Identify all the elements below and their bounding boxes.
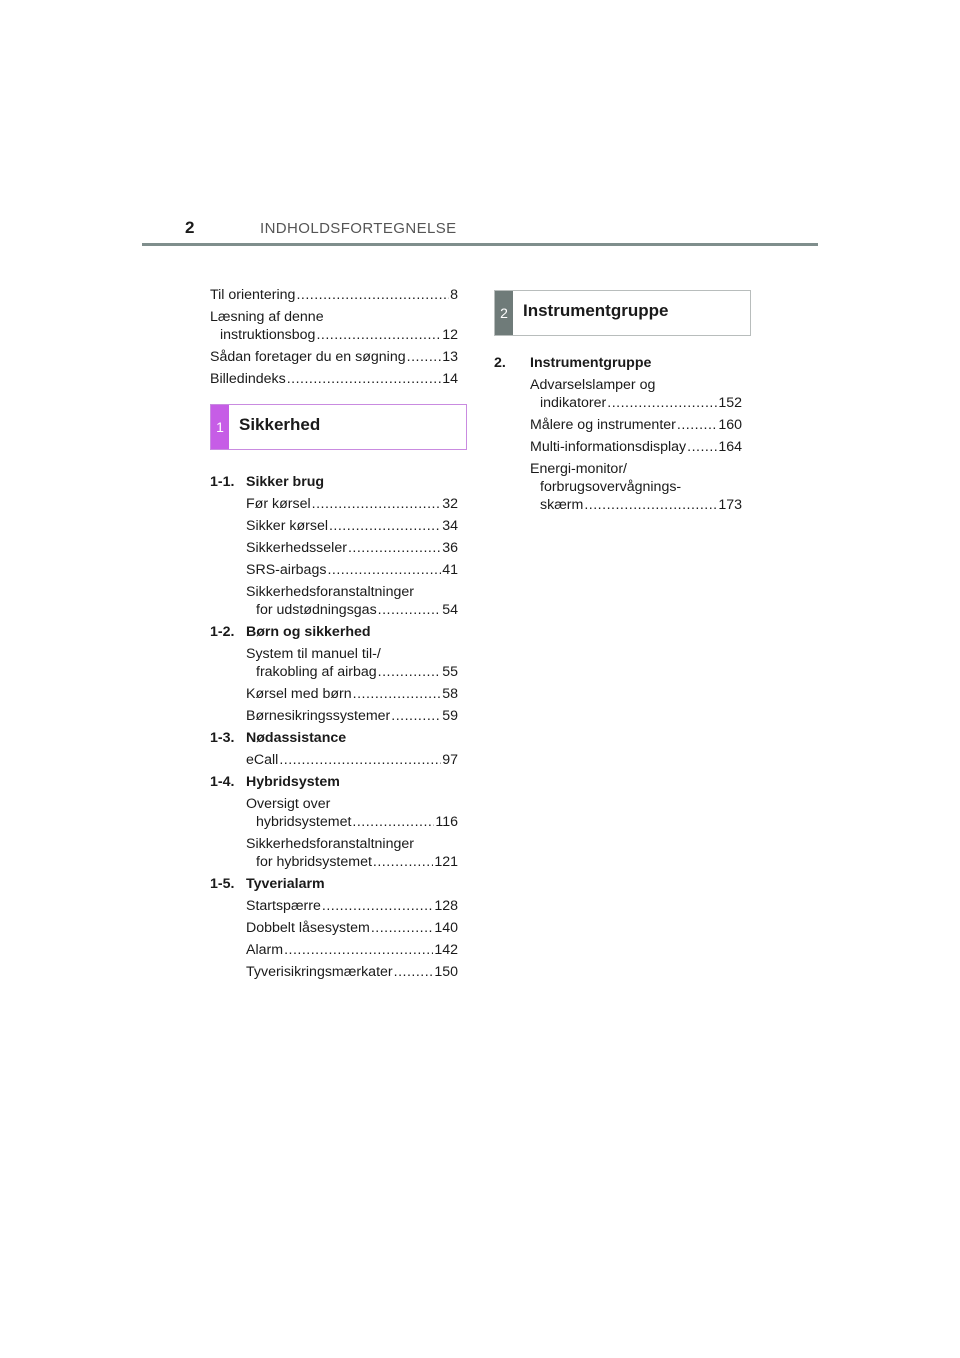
toc-entry[interactable]	[210, 370, 458, 388]
leader-dots	[378, 601, 442, 619]
toc-entry-line	[210, 326, 458, 344]
section-header-instrumentgruppe[interactable]	[494, 290, 751, 336]
section-tab: 1	[211, 405, 229, 449]
group-number: 1-1.	[210, 474, 235, 490]
toc-entry-line	[210, 286, 458, 304]
section1-groups	[210, 473, 458, 981]
toc-entry-line	[210, 348, 458, 366]
group-title: Nødassistance	[246, 730, 347, 746]
leader-dots	[378, 663, 442, 681]
toc-page-number: 152	[718, 395, 742, 411]
toc-entry[interactable]	[530, 376, 742, 412]
toc-page-number: 150	[434, 964, 458, 980]
toc-entry-line	[246, 517, 458, 535]
toc-entry-line	[246, 751, 458, 769]
toc-entry-line	[246, 897, 458, 915]
leader-dots	[391, 707, 441, 725]
toc-entry[interactable]	[210, 308, 458, 344]
toc-entry-text: skærm	[540, 497, 584, 513]
toc-entry-line	[246, 663, 458, 681]
header-title: INDHOLDSFORTEGNELSE	[260, 220, 457, 237]
toc-entry-text: Sikkerhedsforanstaltninger	[246, 584, 414, 600]
toc-entry-line	[246, 963, 458, 981]
group-title: Sikker brug	[246, 474, 325, 490]
toc-group	[210, 875, 458, 981]
toc-entry-line	[246, 583, 458, 601]
toc-entry-line	[530, 478, 742, 496]
leader-dots	[353, 685, 442, 703]
toc-entry[interactable]	[246, 707, 458, 725]
toc-entry-text: hybridsystemet	[256, 814, 352, 830]
toc-page-number: 55	[442, 664, 458, 680]
toc-entry-text: for hybridsystemet	[256, 854, 372, 870]
toc-page-number: 59	[442, 708, 458, 724]
toc-entry[interactable]	[246, 751, 458, 769]
toc-entry[interactable]	[246, 495, 458, 513]
toc-entry-text: Alarm	[246, 942, 284, 958]
toc-group-heading[interactable]	[210, 729, 458, 747]
section2-groups	[494, 354, 742, 514]
group-number: 1-5.	[210, 876, 235, 892]
toc-entry-line	[210, 308, 458, 326]
leader-dots	[279, 751, 441, 769]
toc-entry[interactable]	[246, 835, 458, 871]
toc-entry-text: Energi-monitor/	[530, 461, 627, 477]
toc-entry[interactable]	[246, 897, 458, 915]
group-items	[210, 751, 458, 769]
leader-dots	[407, 348, 442, 366]
toc-group	[210, 623, 458, 725]
toc-page-number: 164	[718, 439, 742, 455]
intro-list	[210, 286, 458, 388]
toc-page-number: 32	[442, 496, 458, 512]
toc-page-number: 34	[442, 518, 458, 534]
group-number: 2.	[494, 355, 506, 371]
toc-page-number: 121	[434, 854, 458, 870]
toc-entry-line	[246, 853, 458, 871]
toc-entry-text: instruktionsbog	[220, 327, 316, 343]
toc-entry-line	[246, 645, 458, 663]
toc-entry-line	[246, 941, 458, 959]
toc-right-column	[494, 290, 742, 518]
toc-group	[210, 473, 458, 619]
toc-group-heading[interactable]	[210, 875, 458, 893]
leader-dots	[687, 438, 717, 456]
section-title: Instrumentgruppe	[523, 301, 669, 320]
toc-entry[interactable]	[210, 348, 458, 366]
toc-entry-line	[530, 394, 742, 412]
toc-page-number: 12	[442, 327, 458, 343]
toc-page-number: 140	[434, 920, 458, 936]
toc-page-number: 116	[435, 814, 458, 830]
toc-entry-line	[246, 919, 458, 937]
section-header-sikkerhed[interactable]	[210, 404, 467, 450]
toc-entry-line	[530, 376, 742, 394]
toc-entry-line	[246, 685, 458, 703]
toc-entry-line	[246, 835, 458, 853]
toc-page-number: 58	[442, 686, 458, 702]
toc-group-heading[interactable]	[210, 473, 458, 491]
toc-entry[interactable]	[246, 561, 458, 579]
leader-dots	[373, 853, 433, 871]
group-number: 1-2.	[210, 624, 235, 640]
toc-entry[interactable]	[246, 645, 458, 681]
toc-entry-text: indikatorer	[540, 395, 607, 411]
toc-group	[494, 354, 742, 514]
toc-entry[interactable]	[530, 438, 742, 456]
toc-entry[interactable]	[246, 795, 458, 831]
toc-entry-line	[530, 416, 742, 434]
toc-page-number: 36	[442, 540, 458, 556]
toc-page-number: 14	[442, 371, 458, 387]
toc-page-number: 97	[442, 752, 458, 768]
toc-entry-text: Kørsel med børn	[246, 686, 352, 702]
leader-dots	[677, 416, 717, 434]
group-title: Tyverialarm	[246, 876, 325, 892]
toc-entry[interactable]	[246, 583, 458, 619]
leader-dots	[607, 394, 717, 412]
toc-page-number: 41	[442, 562, 458, 578]
toc-entry-text: Multi-informationsdisplay	[530, 439, 687, 455]
toc-entry[interactable]	[246, 685, 458, 703]
leader-dots	[287, 370, 442, 388]
toc-group	[210, 729, 458, 769]
toc-entry-line	[246, 707, 458, 725]
toc-group	[210, 773, 458, 871]
toc-page-number: 173	[718, 497, 742, 513]
toc-page-number: 128	[434, 898, 458, 914]
leader-dots	[352, 813, 434, 831]
toc-entry-text: forbrugsovervågnings-	[540, 479, 682, 495]
toc-entry[interactable]	[246, 963, 458, 981]
toc-entry-line	[530, 496, 742, 514]
toc-entry-text: for udstødningsgas	[256, 602, 377, 618]
toc-entry[interactable]	[530, 416, 742, 434]
page-number: 2	[185, 218, 195, 237]
section-tab: 2	[495, 291, 513, 335]
header-rule	[142, 243, 818, 246]
toc-page-number: 13	[442, 349, 458, 365]
group-items	[210, 795, 458, 871]
group-title: Børn og sikkerhed	[246, 624, 371, 640]
leader-dots	[371, 919, 434, 937]
toc-entry-line	[530, 460, 742, 478]
leader-dots	[329, 517, 441, 535]
leader-dots	[322, 897, 433, 915]
toc-entry-text: SRS-airbags	[246, 562, 327, 578]
toc-entry-line	[530, 438, 742, 456]
toc-entry[interactable]	[530, 460, 742, 514]
toc-entry-text: frakobling af airbag	[256, 664, 377, 680]
group-items	[494, 376, 742, 514]
toc-entry-text: Sådan foretager du en søgning	[210, 349, 406, 365]
toc-entry-line	[246, 601, 458, 619]
toc-entry-text: Målere og instrumenter	[530, 417, 676, 433]
toc-group-heading[interactable]	[210, 773, 458, 791]
toc-entry-text: eCall	[246, 752, 279, 768]
toc-entry-text: Dobbelt låsesystem	[246, 920, 370, 936]
toc-entry-text: System til manuel til-/	[246, 646, 381, 662]
toc-entry-line	[246, 813, 458, 831]
group-title: Instrumentgruppe	[530, 355, 652, 371]
toc-entry[interactable]	[210, 286, 458, 304]
toc-entry-line	[210, 370, 458, 388]
toc-entry[interactable]	[246, 539, 458, 557]
leader-dots	[284, 941, 433, 959]
toc-entry-line	[246, 795, 458, 813]
toc-entry-text: Tyverisikringsmærkater	[246, 964, 393, 980]
toc-group-heading[interactable]	[494, 354, 742, 372]
toc-group-heading[interactable]	[210, 623, 458, 641]
toc-entry-line	[246, 561, 458, 579]
group-number: 1-4.	[210, 774, 235, 790]
leader-dots	[316, 326, 441, 344]
group-number: 1-3.	[210, 730, 235, 746]
toc-entry[interactable]	[246, 517, 458, 535]
toc-entry-text: Startspærre	[246, 898, 321, 914]
page-header	[142, 216, 818, 246]
toc-entry-text: Billedindeks	[210, 371, 286, 387]
toc-page-number: 160	[718, 417, 742, 433]
leader-dots	[296, 286, 449, 304]
leader-dots	[584, 496, 717, 514]
toc-entry-text: Sikker kørsel	[246, 518, 328, 534]
group-items	[210, 495, 458, 619]
toc-entry[interactable]	[246, 941, 458, 959]
toc-entry-text: Sikkerhedsforanstaltninger	[246, 836, 414, 852]
toc-entry-line	[246, 539, 458, 557]
toc-page-number: 8	[450, 287, 458, 303]
toc-entry-text: Før kørsel	[246, 496, 311, 512]
toc-page-number: 54	[442, 602, 458, 618]
group-items	[210, 645, 458, 725]
leader-dots	[348, 539, 441, 557]
section-title: Sikkerhed	[239, 415, 321, 434]
leader-dots	[327, 561, 441, 579]
toc-entry-text: Oversigt over	[246, 796, 331, 812]
toc-entry-text: Læsning af denne	[210, 309, 324, 325]
toc-page-number: 142	[434, 942, 458, 958]
toc-entry[interactable]	[246, 919, 458, 937]
leader-dots	[394, 963, 434, 981]
toc-entry-text: Til orientering	[210, 287, 296, 303]
toc-entry-text: Sikkerhedsseler	[246, 540, 347, 556]
group-items	[210, 897, 458, 981]
toc-left-column	[210, 286, 458, 985]
toc-entry-text: Advarselslamper og	[530, 377, 656, 393]
toc-entry-text: Børnesikringssystemer	[246, 708, 391, 724]
toc-entry-line	[246, 495, 458, 513]
group-title: Hybridsystem	[246, 774, 340, 790]
leader-dots	[312, 495, 442, 513]
